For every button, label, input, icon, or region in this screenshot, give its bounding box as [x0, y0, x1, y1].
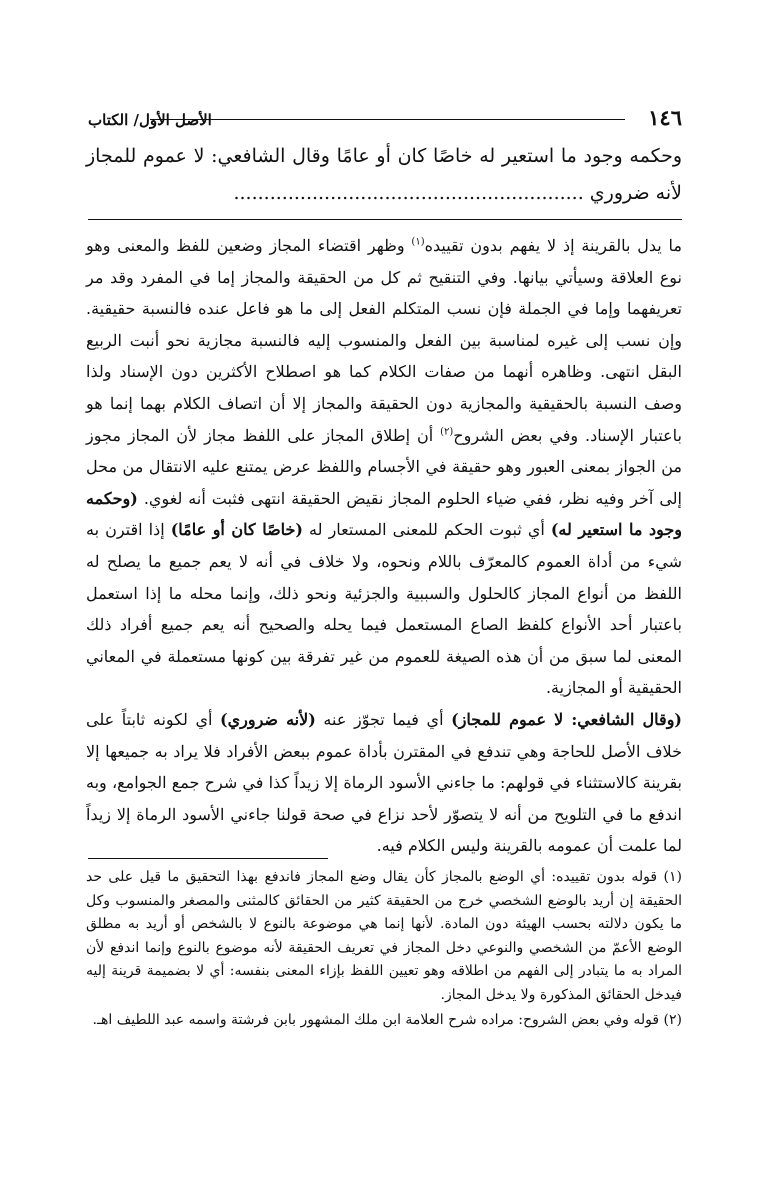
commentary-text: أي ثبوت الحكم للمعنى المستعار له	[303, 520, 551, 540]
commentary-text: أي فيما تجوّز عنه	[315, 709, 452, 729]
footnote-ref-1: (١)	[411, 236, 425, 248]
running-title: الأصل الأول/ الكتاب	[88, 111, 212, 129]
matn-text-block	[86, 138, 682, 212]
commentary-text: وظهر اقتضاء المجاز وضعين للفظ والمعنى وهو نوع العلاقة وسيأتي بيانها. وفي التنقيح ثم كل من الحقيقة والمجاز إما في المفرد وقد مر تعريفهما وإما في الجملة فإن نسب المتكلم الفعل إلى ما هو فاعل عنده فالنسبة حقيقية. وإن نسب إلى غيره لمناسبة بين الفعل والمنسوب إليه فالنسبة مجازية نحو أنبت الربيع البقل انتهى. وظاهره أنهما من صفات الكلام كما هو اصطلاح الأكثرين دون الإسناد ولذا وصف النسبة بالحقيقية والمجازية دون الحقيقة والمجاز إلا أن اتصاف الكلام بهما إنما هو باعتبار الإسناد. وفي بعض الشروح	[86, 236, 683, 445]
quoted-matn-phrase: (وقال الشافعي: لا عموم للمجاز)	[451, 709, 682, 729]
footnote-text: قوله وفي بعض الشروح: مراده شرح العلامة ابن ملك المشهور بابن فرشتة واسمه عبد اللطيف اهـ.	[92, 1012, 664, 1028]
commentary-text: ما يدل بالقرينة إذ لا يفهم بدون تقييده	[424, 236, 683, 255]
matn-text: وحكمه وجود ما استعير له خاصًا كان أو عامًا وقال الشافعي: لا عموم للمجاز لأنه ضروري ..........................................................	[86, 145, 683, 204]
quoted-matn-phrase: (لأنه ضروري)	[220, 709, 316, 729]
page-number: ١٤٦	[648, 105, 682, 130]
footnotes-block	[86, 866, 682, 1035]
footnote-rule	[88, 858, 328, 859]
commentary-text: أي لكونه ثابتاً على خلاف الأصل للحاجة وهي تندفع في المقترن بأداة عموم ببعض الأفراد فلا يراد به جميعها إلا بقرينة كالاستثناء في قولهم: ما جاءني الأسود الرماة إلا زيداً كذا في شرح جمع الجوامع، وبه اندفع ما في التلويح من أنه لا يتصوّر لأحد نزاع في صحة قولنا جاءني الأسود الرماة إلا زيداً لما علمت أن عمومه بالقرينة وليس الكلام فيه.	[86, 709, 683, 856]
commentary-block	[86, 230, 682, 862]
footnote-1	[86, 866, 682, 1007]
footnote-2	[86, 1009, 682, 1033]
matn-divider-rule	[88, 219, 682, 220]
commentary-text: أن إطلاق المجاز على اللفظ مجاز لأن المجاز مجوز من الجواز بمعنى العبور وهو حقيقة في الأجسام واللفظ عرض يمتنع عليه الانتقال من محل إلى آخر وفيه نظر، ففي ضياء الحلوم المجاز نقيض الحقيقة انتهى فثبت أنه لغوي.	[86, 425, 682, 508]
footnote-text: قوله بدون تقييده: أي الوضع بالمجاز كأن يقال وضع المجاز فاندفع بهذا التحقيق ما قيل على حد الحقيقة إن أريد بالوضع الشخصي خرج من الحقيقة كثير من الحقائق كالمثنى والمصغر والمنسوب وكل ما يكون دلالته بحسب الهيئة دون المادة. لأنها إنما هي موضوعة بالنوع لا بالشخص أو أريد به مطلق الوضع الأعمّ من الشخصي والنوعي دخل المجاز في تعريف الحقيقة لأنه موضوع بالنوع وإنما اندفع لأن المراد به ما يتبادر إلى الفهم من اطلاقه وهو تعيين اللفظ بإزاء المعنى بنفسه: أي لا بضميمة قرينة إليه فيدخل الحقائق المذكورة ولا يدخل المجاز.	[86, 869, 682, 1003]
commentary-paragraph-2	[86, 704, 682, 862]
quoted-matn-phrase: (خاصًا كان أو عامًا)	[170, 520, 303, 540]
page-header	[88, 96, 682, 128]
commentary-text: إذا اقترن به شيء من أداة العموم كالمعرّف باللام ونحوه، ولا خلاف في أنه لا يعم جميع ما يصلح له اللفظ من أنواع المجاز كالحلول والسببية والجزئية ونحو ذلك، وإنما محله ما إذا استعمل باعتبار أحد الأنواع كلفظ الصاع المستعمل فيما يحله والصحيح أنه يعم جميع أفراد ذلك المعنى لما سبق من أن هذه الصيغة للعموم من غير تفرقة بين كونها مستعملة في المعاني الحقيقية أو المجازية.	[86, 520, 682, 698]
quoted-matn-phrase: (وحكمه وجود ما استعير له)	[86, 488, 683, 540]
commentary-paragraph-1	[86, 230, 682, 704]
footnote-marker: (١)	[663, 869, 682, 885]
footnote-ref-2: (٢)	[440, 426, 454, 438]
header-rule	[150, 119, 625, 120]
footnote-marker: (٢)	[663, 1012, 682, 1028]
